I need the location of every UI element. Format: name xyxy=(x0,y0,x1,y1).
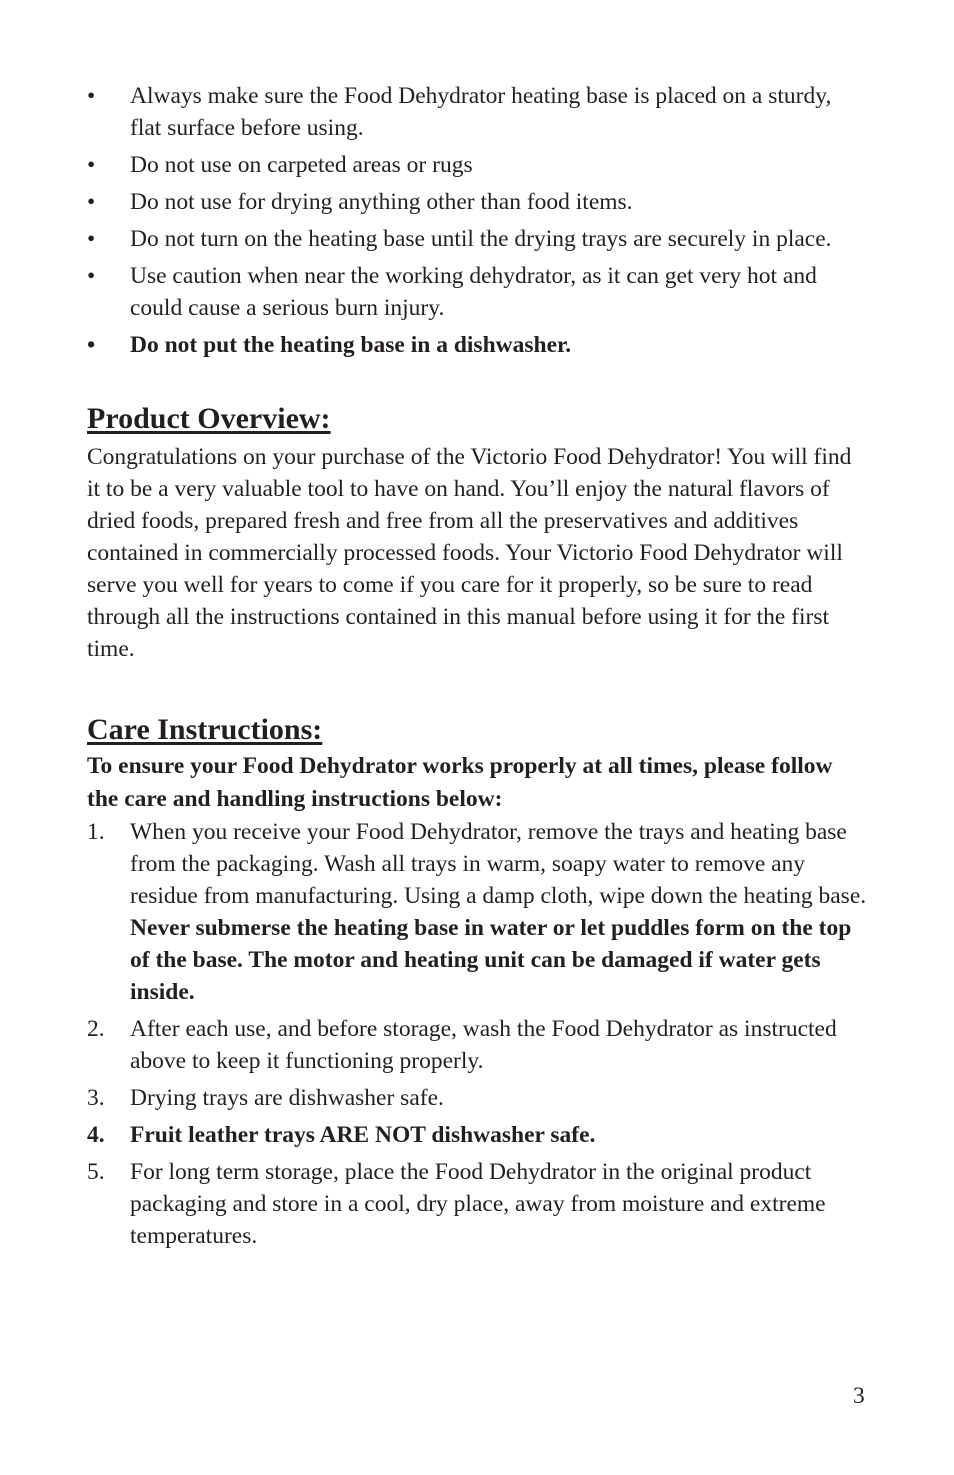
bullet-marker: • xyxy=(87,83,96,109)
item-number: 1. xyxy=(87,819,105,845)
bullet-marker: • xyxy=(87,189,96,215)
item-number: 2. xyxy=(87,1016,105,1042)
safety-bullet-3 xyxy=(87,186,867,218)
bullet-marker: • xyxy=(87,226,96,252)
product-overview-heading: Product Overview: xyxy=(87,402,331,435)
care-item-5 xyxy=(87,1156,867,1252)
item-text: For long term storage, place the Food Dehydrator in the original product packaging and store in a cool, dry place, away from moisture and extreme temperatures. xyxy=(130,1159,826,1249)
item-emphasis: Never submerse the heating base in water or let puddles form on the top of the base. The motor and heating unit can be damaged if water gets inside. xyxy=(130,915,852,1005)
product-overview-body: Congratulations on your purchase of the Victorio Food Dehydrator! You will find it to be a very valuable tool to have on hand. You’ll enjoy the natural flavors of dried foods, prepared fresh and free from all the preservatives and additives contained in commercially processed foods. Your Victorio Food Dehydrator will serve you well for years to come if you care for it properly, so be sure to read through all the instructions contained in this manual before using it for the first time. xyxy=(87,444,852,662)
care-item-3 xyxy=(87,1082,867,1114)
care-instructions-list xyxy=(87,816,867,1252)
item-number: 4. xyxy=(87,1122,105,1148)
care-instructions-heading: Care Instructions: xyxy=(87,713,323,746)
item-text: After each use, and before storage, wash the Food Dehydrator as instructed above to keep it functioning properly. xyxy=(130,1016,837,1074)
bullet-text: Use caution when near the working dehydrator, as it can get very hot and could cause a serious burn injury. xyxy=(130,263,817,321)
bullet-text: Do not turn on the heating base until the drying trays are securely in place. xyxy=(130,226,832,252)
item-text: Drying trays are dishwasher safe. xyxy=(130,1085,444,1111)
item-number: 5. xyxy=(87,1159,105,1185)
care-item-2 xyxy=(87,1013,867,1077)
item-text: When you receive your Food Dehydrator, remove the trays and heating base from the packaging. Wash all trays in warm, soapy water to remove any residue from manufacturing. Using a damp cloth, wipe down the heating base. xyxy=(130,819,867,909)
bullet-text: Do not use for drying anything other than food items. xyxy=(130,189,633,215)
care-item-4 xyxy=(87,1119,867,1151)
bullet-text: Do not put the heating base in a dishwasher. xyxy=(130,332,572,358)
bullet-marker: • xyxy=(87,332,96,358)
safety-bullet-5 xyxy=(87,260,867,324)
bullet-text: Always make sure the Food Dehydrator heating base is placed on a sturdy, flat surface before using. xyxy=(130,83,832,141)
safety-bullet-6 xyxy=(87,329,867,361)
item-text: Fruit leather trays ARE NOT dishwasher safe. xyxy=(130,1122,596,1148)
safety-bullet-1 xyxy=(87,80,867,144)
page-number: 3 xyxy=(853,1383,865,1409)
bullet-marker: • xyxy=(87,152,96,178)
safety-bullet-list xyxy=(87,80,867,361)
manual-page xyxy=(87,80,867,1257)
safety-bullet-4 xyxy=(87,223,867,255)
care-item-1 xyxy=(87,816,867,1008)
bullet-text: Do not use on carpeted areas or rugs xyxy=(130,152,473,178)
bullet-marker: • xyxy=(87,263,96,289)
safety-bullet-2 xyxy=(87,149,867,181)
care-instructions-lead: To ensure your Food Dehydrator works properly at all times, please follow the care and handling instructions below: xyxy=(87,753,833,812)
item-number: 3. xyxy=(87,1085,105,1111)
